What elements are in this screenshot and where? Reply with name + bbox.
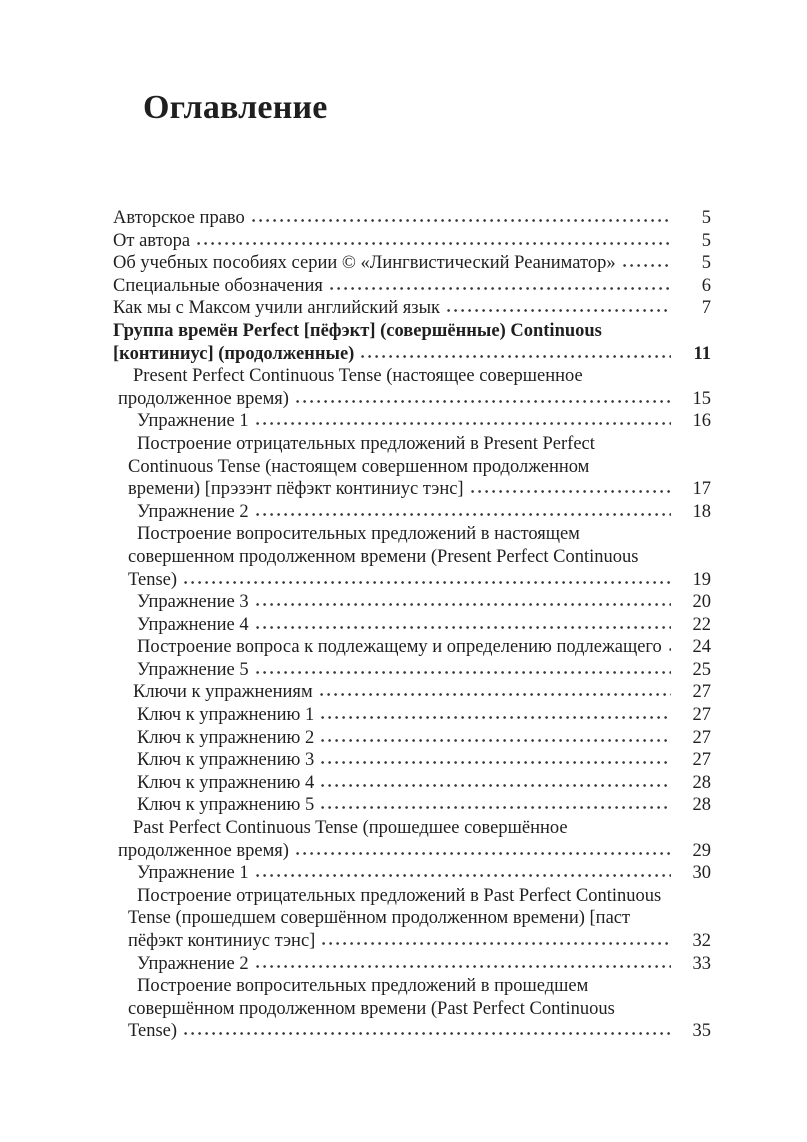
dot-leader xyxy=(296,399,671,404)
entry-text: Упражнение 4 xyxy=(137,614,249,635)
entry-text-line: Continuous Tense (настоящем совершенном продолженном xyxy=(128,456,590,477)
entry-text: Авторское право xyxy=(113,208,245,228)
entry-text: Ключ к упражнению 3 xyxy=(137,750,315,771)
dot-leader xyxy=(320,692,671,697)
page-number: 27 xyxy=(692,705,711,726)
toc-entry[interactable] xyxy=(113,704,711,727)
page-number: 32 xyxy=(692,931,711,951)
toc-entry[interactable] xyxy=(113,681,711,704)
page-number: 35 xyxy=(692,1021,711,1042)
toc-entry[interactable] xyxy=(113,433,711,501)
entry-text-line: Построение вопросительных предложений в настоящем xyxy=(137,524,580,545)
toc-entry[interactable] xyxy=(113,501,711,524)
entry-text: Упражнение 3 xyxy=(137,592,249,613)
toc-entry[interactable] xyxy=(113,749,711,772)
dot-leader xyxy=(252,218,671,223)
toc-entry[interactable] xyxy=(113,410,711,433)
dot-leader xyxy=(361,354,671,359)
page-number: 18 xyxy=(692,501,711,522)
entry-text: Упражнение 2 xyxy=(137,501,249,522)
page-number: 19 xyxy=(692,569,711,590)
dot-leader xyxy=(256,512,671,517)
dot-leader xyxy=(256,602,671,607)
page-number: 30 xyxy=(692,863,711,884)
toc-entry[interactable] xyxy=(113,953,711,976)
entry-text-line: Present Perfect Continuous Tense (настоящее совершенное xyxy=(133,366,583,387)
entry-text-line: Построение вопросительных предложений в прошедшем xyxy=(137,976,589,997)
toc-entry[interactable] xyxy=(113,659,711,682)
dot-leader xyxy=(184,580,671,585)
dot-leader xyxy=(321,738,671,743)
entry-text: Специальные обозначения xyxy=(113,275,323,296)
entry-text: Tense) xyxy=(128,1021,178,1042)
entry-text: Построение вопроса к подлежащему и определению подлежащего xyxy=(137,637,662,658)
entry-text-line: Построение отрицательных предложений в Present Perfect xyxy=(137,433,595,454)
toc-entry[interactable] xyxy=(113,320,711,365)
dot-leader xyxy=(330,286,671,291)
dot-leader xyxy=(447,308,671,313)
toc-entry[interactable] xyxy=(113,230,711,253)
toc-entry[interactable] xyxy=(113,207,711,230)
toc-entry[interactable] xyxy=(113,591,711,614)
dot-leader xyxy=(471,489,671,494)
entry-text: пёфэкт континиус тэнс] xyxy=(128,931,316,951)
dot-leader xyxy=(256,421,671,426)
toc-entry[interactable] xyxy=(113,275,711,298)
dot-leader xyxy=(256,670,671,675)
page-number: 24 xyxy=(692,637,711,658)
entry-text: Ключ к упражнению 1 xyxy=(137,705,315,726)
dot-leader xyxy=(296,851,671,856)
dot-leader xyxy=(623,263,671,268)
toc-entry[interactable] xyxy=(113,614,711,637)
page-number: 7 xyxy=(701,298,711,319)
dot-leader xyxy=(669,647,671,652)
page-number: 28 xyxy=(692,772,711,793)
toc-entry[interactable] xyxy=(113,772,711,795)
entry-text-line: совершенном продолженном времени (Present Perfect Continuous xyxy=(128,546,639,567)
dot-leader xyxy=(321,783,671,788)
toc-entry[interactable] xyxy=(113,297,711,320)
entry-text: Упражнение 1 xyxy=(137,411,249,432)
toc-list xyxy=(113,207,711,1043)
dot-leader xyxy=(321,805,671,810)
toc-entry[interactable] xyxy=(113,727,711,750)
page-number: 11 xyxy=(693,343,711,364)
dot-leader xyxy=(321,760,671,765)
entry-text: Об учебных пособиях серии © «Лингвистический Реаниматор» xyxy=(113,253,616,274)
entry-text-line: Группа времён Perfect [пёфэкт] (совершённые) Continuous xyxy=(113,320,602,341)
entry-text-line: Построение отрицательных предложений в Past Perfect Continuous xyxy=(137,885,662,906)
entry-text: времени) [прэзэнт пёфэкт континиус тэнс] xyxy=(128,479,464,500)
toc-entry[interactable] xyxy=(113,794,711,817)
entry-text: продолженное время) xyxy=(118,840,289,861)
page-number: 6 xyxy=(701,275,711,296)
dot-leader xyxy=(321,715,671,720)
toc-entry[interactable] xyxy=(113,252,711,275)
page-number: 33 xyxy=(692,953,711,974)
page-number: 28 xyxy=(692,795,711,816)
entry-text: Tense) xyxy=(128,569,178,590)
toc-entry[interactable] xyxy=(113,885,711,953)
entry-text: Ключ к упражнению 4 xyxy=(137,772,315,793)
page-number: 27 xyxy=(692,682,711,703)
toc-entry[interactable] xyxy=(113,365,711,410)
entry-text: Упражнение 1 xyxy=(137,863,249,884)
toc-entry[interactable] xyxy=(113,862,711,885)
toc-entry[interactable] xyxy=(113,636,711,659)
entry-text: [континиус] (продолженные) xyxy=(113,343,355,364)
entry-text: Ключ к упражнению 2 xyxy=(137,727,315,748)
page-number: 16 xyxy=(692,411,711,432)
entry-text: Ключ к упражнению 5 xyxy=(137,795,315,816)
page-number: 17 xyxy=(692,479,711,500)
entry-text: Упражнение 2 xyxy=(137,953,249,974)
entry-text-line: совершённом продолженном времени (Past Perfect Continuous xyxy=(128,998,615,1019)
entry-text-line: Past Perfect Continuous Tense (прошедшее совершённое xyxy=(133,818,568,839)
page-title: Оглавление xyxy=(143,89,328,126)
entry-text-line: Tense (прошедшем совершённом продолженном времени) [паст xyxy=(128,908,631,929)
page-number: 27 xyxy=(692,727,711,748)
page-number: 22 xyxy=(692,614,711,635)
page-number: 27 xyxy=(692,750,711,771)
page-number: 25 xyxy=(692,659,711,680)
entry-text: От автора xyxy=(113,230,191,251)
page-number: 15 xyxy=(692,388,711,409)
page-number: 20 xyxy=(692,592,711,613)
entry-text: Как мы с Максом учили английский язык xyxy=(113,298,441,319)
toc-entry[interactable] xyxy=(113,975,711,1043)
dot-leader xyxy=(322,941,671,946)
toc-entry[interactable] xyxy=(113,817,711,862)
toc-entry[interactable] xyxy=(113,523,711,591)
entry-text: продолженное время) xyxy=(118,388,289,409)
entry-text: Упражнение 5 xyxy=(137,659,249,680)
dot-leader xyxy=(256,964,671,969)
entry-text: Ключи к упражнениям xyxy=(133,682,313,703)
dot-leader xyxy=(184,1031,671,1036)
page-number: 29 xyxy=(692,840,711,861)
dot-leader xyxy=(256,873,671,878)
dot-leader xyxy=(256,625,671,630)
dot-leader xyxy=(197,241,671,246)
page-number: 5 xyxy=(701,230,711,251)
page-number: 5 xyxy=(701,253,711,274)
page-number: 5 xyxy=(701,208,711,228)
